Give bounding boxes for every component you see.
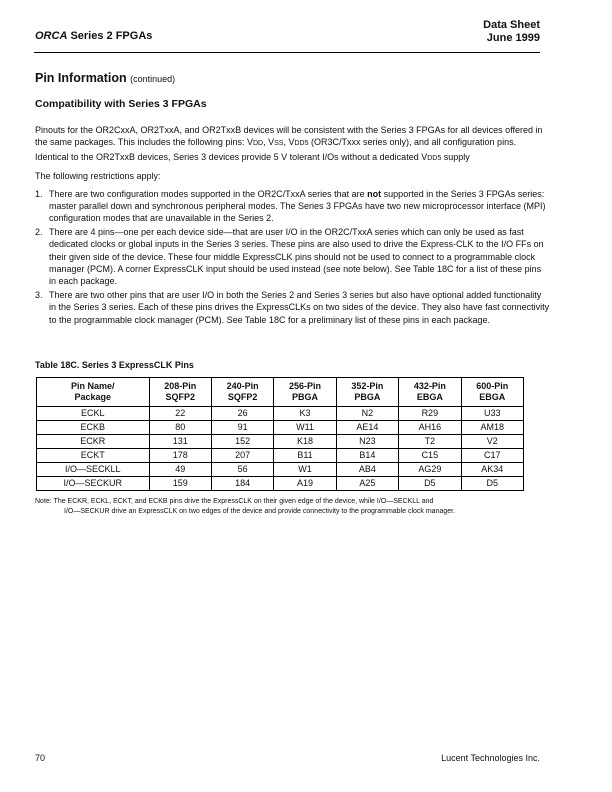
table-cell: N23 — [336, 435, 398, 449]
table-header-row — [37, 378, 524, 407]
restrictions-intro: The following restrictions apply: — [35, 171, 161, 182]
note-line: I/O—SECKUR drive an ExpressCLK on two edges of the device and provide connectivity to the programmable clock manager. — [64, 508, 456, 515]
table-cell: 80 — [149, 421, 211, 435]
table-row — [37, 477, 524, 491]
header-product-title — [35, 30, 152, 42]
restrictions-list — [35, 188, 550, 326]
expressclk-pins-table — [36, 377, 524, 491]
header-line: 600-Pin — [476, 381, 509, 391]
brand-name: ORCA — [35, 30, 68, 42]
text: Pinouts for the OR2CxxA, OR2TxxA, and OR2TxxB devices will be consistent with the Series 3 FPGAs for all devices offered in the same packages. This includes the following pins: V — [35, 125, 543, 148]
header-line: EBGA — [479, 392, 506, 402]
header-title-text: Series 2 FPGAs — [67, 30, 153, 42]
table-cell: K18 — [274, 435, 336, 449]
table-cell: ECKB — [37, 421, 150, 435]
table-cell: AK34 — [461, 463, 523, 477]
header-line: SQFP2 — [227, 392, 258, 402]
note-line: Note: The ECKR, ECKL, ECKT, and ECKB pins drive the ExpressCLK on their given edge of the device, while I/O—SECKLL and — [35, 498, 434, 505]
doc-date: June 1999 — [486, 32, 540, 44]
text: supported in the Series 3 FPGAs series: master parallel down and synchronous peripheral modes. The Series 3 FPGAs have two new microprocessor interface (MPI) configuration modes that are unavailable in the Series 2. — [49, 188, 546, 224]
text: There are 4 pins—one per each device side—that are user I/O in the OR2C/TxxA series which can only be used as fast dedicated clocks or global inputs in the Series 3 series. These pins are also used to drive the Express-CLK to the I/O FFs on their given side of the device. These four middle ExpressCLK pins should not be used to connect to a programmable clock manager (PCM). A corner ExpressCLK input should be used instead (see note below). See Table 18C for a list of these pins in each package. — [49, 226, 544, 287]
table-caption: Table 18C. Series 3 ExpressCLK Pins — [35, 360, 194, 370]
table-cell: 159 — [149, 477, 211, 491]
subscript: DD5 — [294, 140, 309, 148]
table-cell: K3 — [274, 407, 336, 421]
column-header — [461, 378, 523, 407]
table-cell: 152 — [211, 435, 273, 449]
emphasis: not — [367, 188, 382, 199]
header-line: Pin Name/ — [70, 381, 115, 391]
subscript: DD — [252, 140, 264, 148]
section-title-text: Pin Information — [35, 71, 127, 85]
table-cell: B11 — [274, 449, 336, 463]
table-cell: I/O—SECKUR — [37, 477, 150, 491]
text: There are two configuration modes supported in the OR2C/TxxA series that are — [49, 188, 368, 199]
text: supply — [441, 151, 470, 162]
table-cell: B14 — [336, 449, 398, 463]
table-cell: N2 — [336, 407, 398, 421]
table-cell: W11 — [274, 421, 336, 435]
header-line: SQFP2 — [165, 392, 195, 402]
section-title — [35, 71, 175, 85]
column-header — [211, 378, 273, 407]
column-header — [399, 378, 461, 407]
continued-label: (continued) — [130, 74, 176, 84]
header-line: Package — [74, 392, 112, 402]
table-cell: A25 — [336, 477, 398, 491]
subscript: DD5 — [427, 154, 442, 162]
header-line: 256-Pin — [289, 381, 322, 391]
subscript: SS — [274, 140, 284, 148]
column-header — [37, 378, 150, 407]
header-line: PBGA — [354, 392, 381, 402]
header-line: 432-Pin — [413, 381, 446, 391]
table-row — [37, 421, 524, 435]
table-row — [37, 449, 524, 463]
table-cell: AE14 — [336, 421, 398, 435]
header-rule — [34, 52, 540, 53]
list-item — [35, 289, 550, 326]
list-item — [35, 188, 550, 225]
table-cell: 178 — [149, 449, 211, 463]
table-cell: AG29 — [399, 463, 461, 477]
header-line: 352-Pin — [351, 381, 384, 391]
table-row — [37, 463, 524, 477]
table-cell: C17 — [461, 449, 523, 463]
doc-type: Data Sheet — [483, 19, 540, 31]
table-cell: 56 — [211, 463, 273, 477]
text: , V — [263, 137, 275, 148]
text: , V — [283, 137, 295, 148]
table-cell: V2 — [461, 435, 523, 449]
column-header — [274, 378, 336, 407]
table-cell: I/O—SECKLL — [37, 463, 150, 477]
table-cell: T2 — [399, 435, 461, 449]
table-cell: 91 — [211, 421, 273, 435]
column-header — [336, 378, 398, 407]
table-cell: ECKT — [37, 449, 150, 463]
body-text — [35, 124, 550, 327]
column-header — [149, 378, 211, 407]
subsection-title: Compatibility with Series 3 FPGAs — [35, 98, 207, 110]
list-number: 2. — [35, 226, 43, 237]
table-cell: D5 — [461, 477, 523, 491]
header-line: 208-Pin — [164, 381, 197, 391]
table-cell: A19 — [274, 477, 336, 491]
table-cell: ECKL — [37, 407, 150, 421]
table-cell: 22 — [149, 407, 211, 421]
header-line: 240-Pin — [226, 381, 259, 391]
list-number: 1. — [35, 188, 43, 199]
table-row — [37, 435, 524, 449]
table-cell: C15 — [399, 449, 461, 463]
page-number: 70 — [35, 753, 46, 763]
list-item — [35, 226, 550, 288]
footer-company: Lucent Technologies Inc. — [441, 753, 540, 763]
table-cell: 184 — [211, 477, 273, 491]
table-cell: AH16 — [399, 421, 461, 435]
table-cell: 207 — [211, 449, 273, 463]
table-cell: 26 — [211, 407, 273, 421]
table-cell: 49 — [149, 463, 211, 477]
table-cell: ECKR — [37, 435, 150, 449]
table-cell: 131 — [149, 435, 211, 449]
header-line: EBGA — [416, 392, 443, 402]
table-cell: AB4 — [336, 463, 398, 477]
header-doc-info — [483, 19, 540, 45]
table-cell: U33 — [461, 407, 523, 421]
list-number: 3. — [35, 289, 43, 300]
intro-paragraph — [35, 124, 550, 165]
table-body — [37, 407, 524, 491]
header-line: PBGA — [292, 392, 319, 402]
table-note — [35, 497, 555, 517]
table-cell: R29 — [399, 407, 461, 421]
text: There are two other pins that are user I/O in both the Series 2 and Series 3 series but also have optional added functionality in the Series 3 series. Each of these pins drives the ExpressCLKs on two sides of the device. They also have fast connectivity to the programmable clock manager (PCM). See Table 18C for a preliminary list of these pins in each package. — [49, 289, 550, 325]
table-cell: D5 — [399, 477, 461, 491]
text: (OR3C/Txxx series only), and all configuration pins. Identical to the OR2TxxB devices, Series 3 devices provide 5 V tolerant I/Os without a dedicated V — [35, 137, 517, 162]
table-cell: AM18 — [461, 421, 523, 435]
table-cell: W1 — [274, 463, 336, 477]
table-row — [37, 407, 524, 421]
